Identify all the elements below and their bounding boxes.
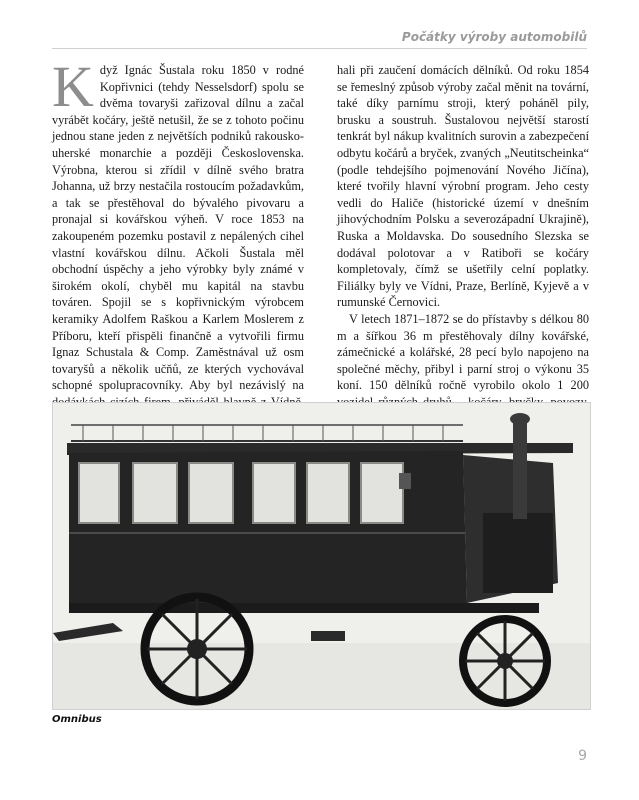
article-paragraph-2: V letech 1871–1872 se do přístavby s délkou 80 m a šířkou 36 m přestěhovaly dílny kovářské, zámečnické a kolářské, 28 pecí bylo napojeno na společné měchy, přibyl i parní stroj o výkonu 35 koní. 150 dělníků ročně vyrobilo okolo 1 200 [337,311,589,393]
running-header-title: Počátky výroby automobilů [401,30,587,44]
text-column-left [52,54,304,444]
header-divider [52,48,587,49]
page-number: 9 [578,748,587,764]
figure-caption: Omnibus [52,714,102,725]
omnibus-illustration [53,403,590,709]
drop-cap: K [52,54,94,119]
paragraph-text: dyž Ignác Šustala roku 1850 v rodné Kopřivnici (tehdy Nesselsdorf) spolu se dvěma tovaryši zařizoval dílnu a začal vyrábět kočáry, ještě netušil, že se z tohoto počinu jednou stane jeden z největších podniků rakousko-uherské monarchie a později Československa. Výrobna, kterou si zřídil v dílně svého bratra Johanna, už brzy nestačila rostoucím požadavkům, a tak se přestěhoval do bývalého pivovaru a pronajal si kovářskou výheň. V roce 1853 na zakoupeném pozemku postavil z nepálených cihel vlastní kovářskou dílnu. Ačkoli Šustala měl obchodní úspěchy a jeho výrobky byly známé v širokém okolí, chyběl mu kapitál na stavbu továren. Spojil se s kopřivnickým výrobcem keramiky Adolfem Raškou a Karlem Moslerem z Příboru, kteří přispěli finančně a vytvořili firmu Ignaz Schustala & Comp. Zaměstnával už osm tovaryšů a několik učňů, ze kterých vychovával schopné spolupracovníky. Aby byl nezávislý na [52,63,304,393]
article-paragraph-1 [52,54,304,444]
text-column-right [337,62,589,427]
omnibus-photo [52,402,591,710]
article-paragraph-continued: hali při zaučení domácích dělníků. Od roku 1854 se řemeslný způsob výroby začal měnit na tovární, také díky parnímu stroji, který poháněl pily, brusku a soustruh. Šustalovou největší starostí tenkrát byl nákup kvalitních surovin a zabezpečení odbytu kočárů a bryček, zvaných „Neutitscheinka“ (podle tehdejšího pojmenování Nového Jičína), které tvořily hlavní výrobní program. Jeho cesty vedli do Haliče (historické území v dnešním jihovýchodním Polsku a severozápadní Ukrajině), Ruska a Moldavska. Do sousedního Slezska se dodával polotovar a v Ratiboři se kočáry kompletovaly, čímž se ušetřily celní poplatky. Filiálky byly ve Vídni, Praze, Berlíně, Kyjevě a v rumunské Černovici. [337,63,589,310]
